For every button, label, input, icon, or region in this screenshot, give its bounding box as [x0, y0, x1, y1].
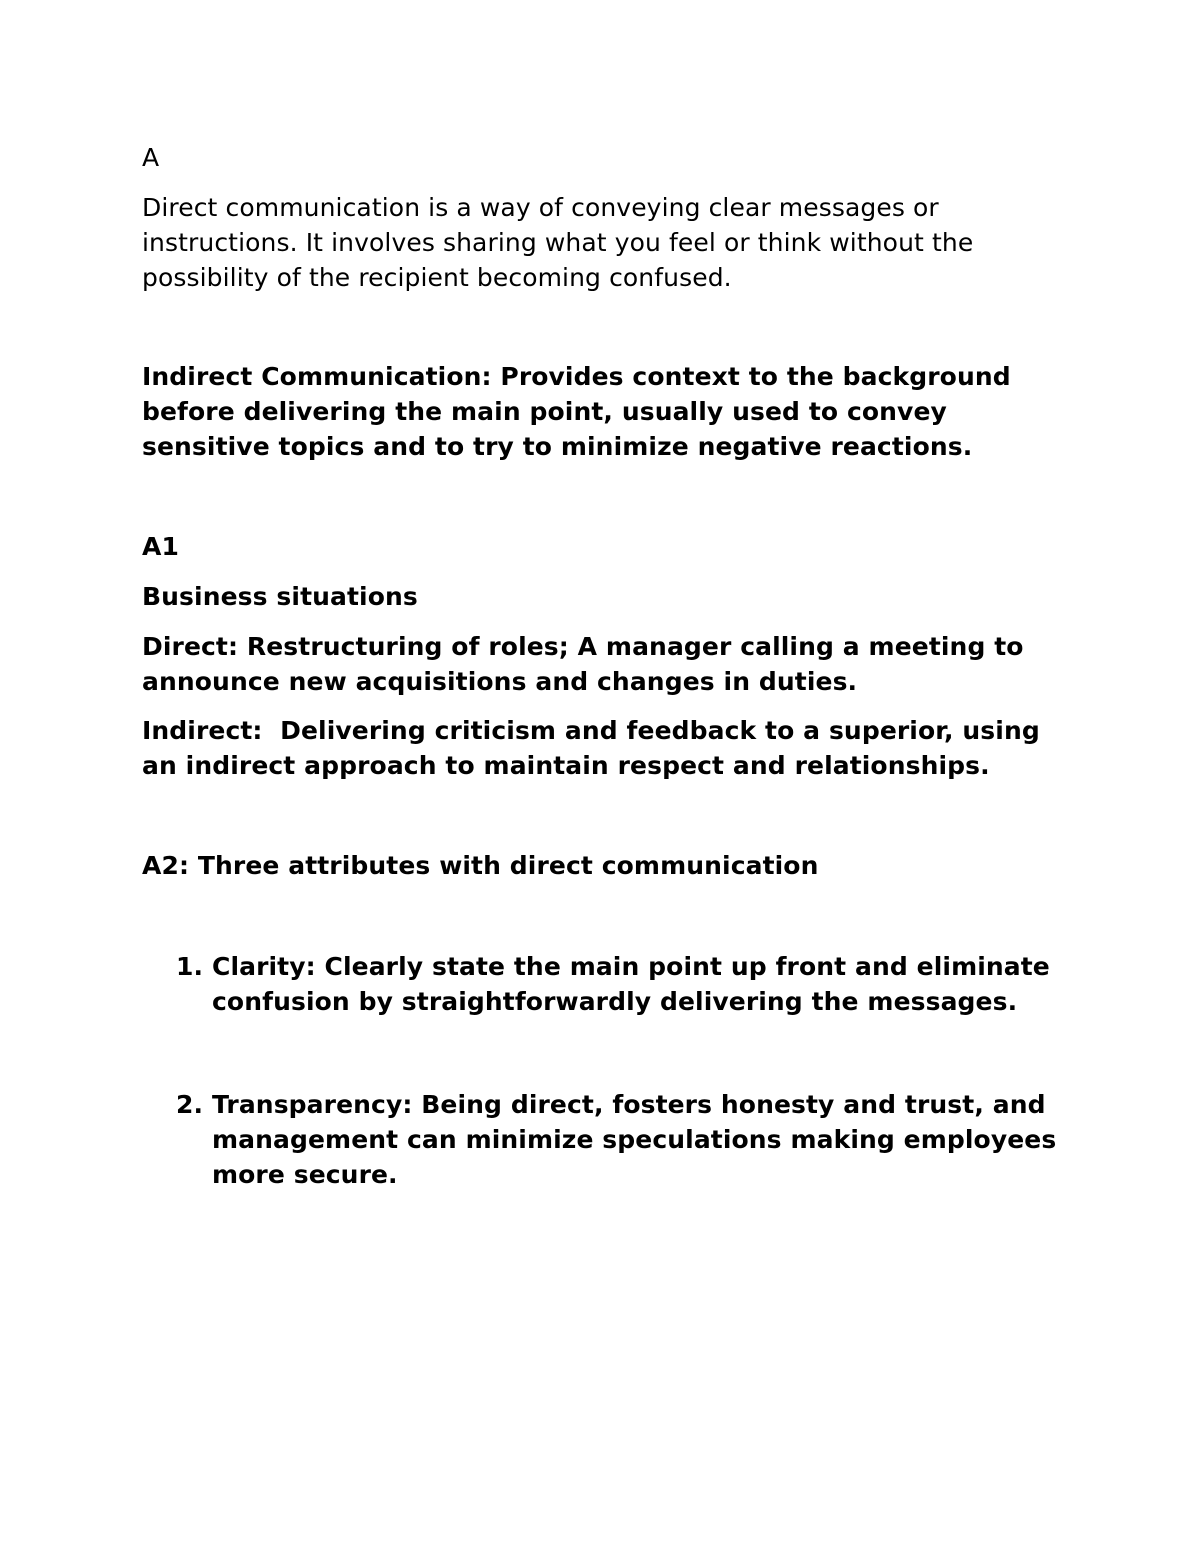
- direct-example: Direct: Restructuring of roles; A manager calling a meeting to announce new acquisitions and changes in duties.: [142, 632, 1024, 696]
- attributes-list: [142, 949, 1072, 1192]
- list-item-number: 2.: [176, 1090, 204, 1119]
- direct-definition: Direct communication is a way of conveying clear messages or instructions. It involves sharing what you feel or think without the possibility of the recipient becoming confused.: [142, 193, 974, 292]
- list-item-text: Clarity: Clearly state the main point up front and eliminate confusion by straightforwardly delivering the messages.: [212, 952, 1050, 1016]
- section-a2-heading: A2: Three attributes with direct communication: [142, 851, 819, 880]
- list-item: [142, 1087, 1072, 1192]
- list-item: [142, 949, 1072, 1019]
- section-a1-label: A1: [142, 532, 179, 561]
- list-item-number: 1.: [176, 952, 204, 981]
- indirect-definition: Indirect Communication: Provides context to the background before delivering the main point, usually used to convey sensitive topics and to try to minimize negative reactions.: [142, 362, 1011, 461]
- list-item-text: Transparency: Being direct, fosters honesty and trust, and management can minimize speculations making employees more secure.: [212, 1090, 1057, 1189]
- section-a-label: A: [142, 143, 160, 172]
- indirect-example: Indirect: Delivering criticism and feedback to a superior, using an indirect approach to maintain respect and relationships.: [142, 716, 1049, 780]
- document-page: [142, 140, 1072, 1192]
- business-situations-heading: Business situations: [142, 582, 418, 611]
